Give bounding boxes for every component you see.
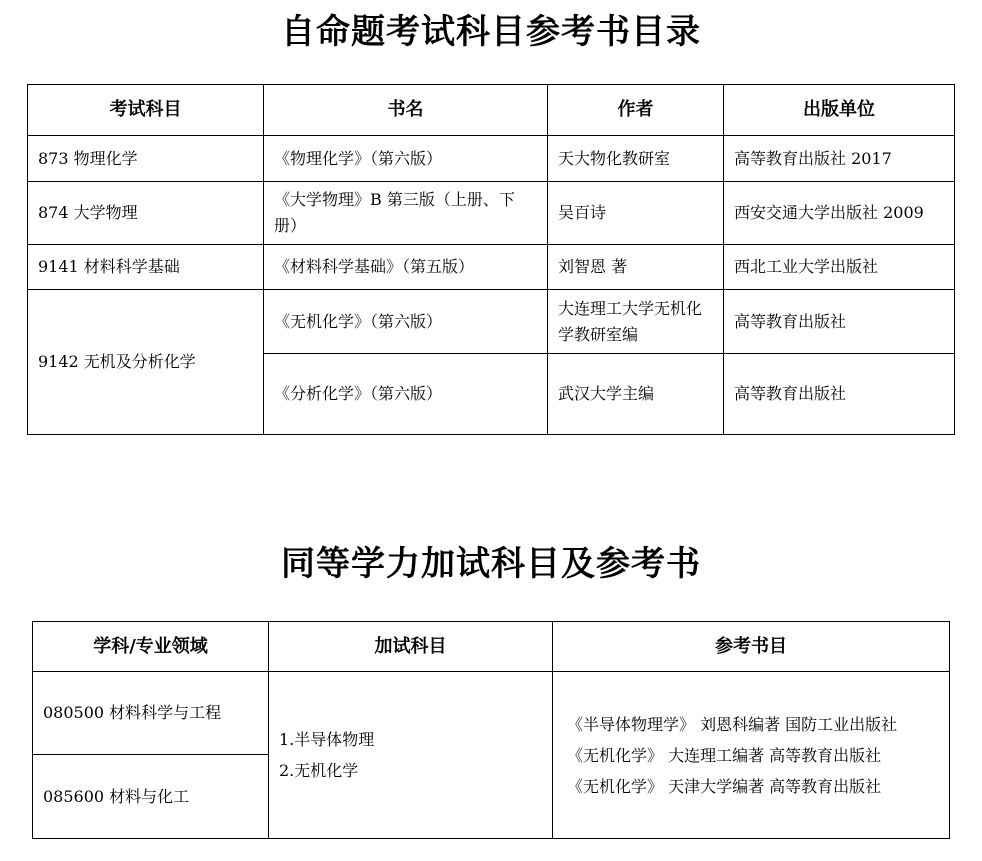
publisher-cell: 高等教育出版社 <box>724 290 955 354</box>
subject-cell: 873 物理化学 <box>28 136 264 182</box>
header-field: 学科/专业领域 <box>33 622 269 672</box>
publisher-cell: 西北工业大学出版社 <box>724 245 955 290</box>
publisher-cell: 高等教育出版社 <box>724 354 955 435</box>
header-publisher: 出版单位 <box>724 85 955 136</box>
subject-cell: 9142 无机及分析化学 <box>28 290 264 435</box>
reference-item: 《无机化学》 天津大学编著 高等教育出版社 <box>567 776 882 796</box>
header-subject: 考试科目 <box>28 85 264 136</box>
exam-reference-table <box>27 84 955 435</box>
table-row <box>28 182 955 245</box>
table-row <box>28 290 955 354</box>
table-row <box>28 136 955 182</box>
added-subject-item: 1.半导体物理 <box>279 730 375 749</box>
book-cell: 《大学物理》B 第三版（上册、下册） <box>264 182 548 245</box>
author-cell: 吴百诗 <box>548 182 724 245</box>
header-references: 参考书目 <box>553 622 950 672</box>
table-row <box>33 672 950 755</box>
field-cell: 085600 材料与化工 <box>33 755 269 839</box>
table-header-row <box>28 85 955 136</box>
book-cell: 《物理化学》（第六版） <box>264 136 548 182</box>
book-cell: 《无机化学》（第六版） <box>264 290 548 354</box>
section1-title: 自命题考试科目参考书目录 <box>281 12 701 52</box>
author-cell: 刘智恩 著 <box>548 245 724 290</box>
table-header-row <box>33 622 950 672</box>
additional-exam-table <box>32 621 950 839</box>
header-author: 作者 <box>548 85 724 136</box>
subject-cell: 9141 材料科学基础 <box>28 245 264 290</box>
reference-item: 《半导体物理学》 刘恩科编著 国防工业出版社 <box>567 714 898 734</box>
author-cell: 武汉大学主编 <box>548 354 724 435</box>
author-cell: 大连理工大学无机化学教研室编 <box>548 290 724 354</box>
header-book: 书名 <box>264 85 548 136</box>
field-cell: 080500 材料科学与工程 <box>33 672 269 755</box>
author-cell: 天大物化教研室 <box>548 136 724 182</box>
added-subjects-cell <box>269 672 553 839</box>
book-cell: 《材料科学基础》（第五版） <box>264 245 548 290</box>
table-row <box>28 245 955 290</box>
reference-item: 《无机化学》 大连理工编著 高等教育出版社 <box>567 745 882 765</box>
header-added-subject: 加试科目 <box>269 622 553 672</box>
references-cell <box>553 672 950 839</box>
section2-title: 同等学力加试科目及参考书 <box>281 544 701 584</box>
book-cell: 《分析化学》（第六版） <box>264 354 548 435</box>
publisher-cell: 西安交通大学出版社 2009 <box>724 182 955 245</box>
subject-cell: 874 大学物理 <box>28 182 264 245</box>
added-subject-item: 2.无机化学 <box>279 761 359 780</box>
publisher-cell: 高等教育出版社 2017 <box>724 136 955 182</box>
